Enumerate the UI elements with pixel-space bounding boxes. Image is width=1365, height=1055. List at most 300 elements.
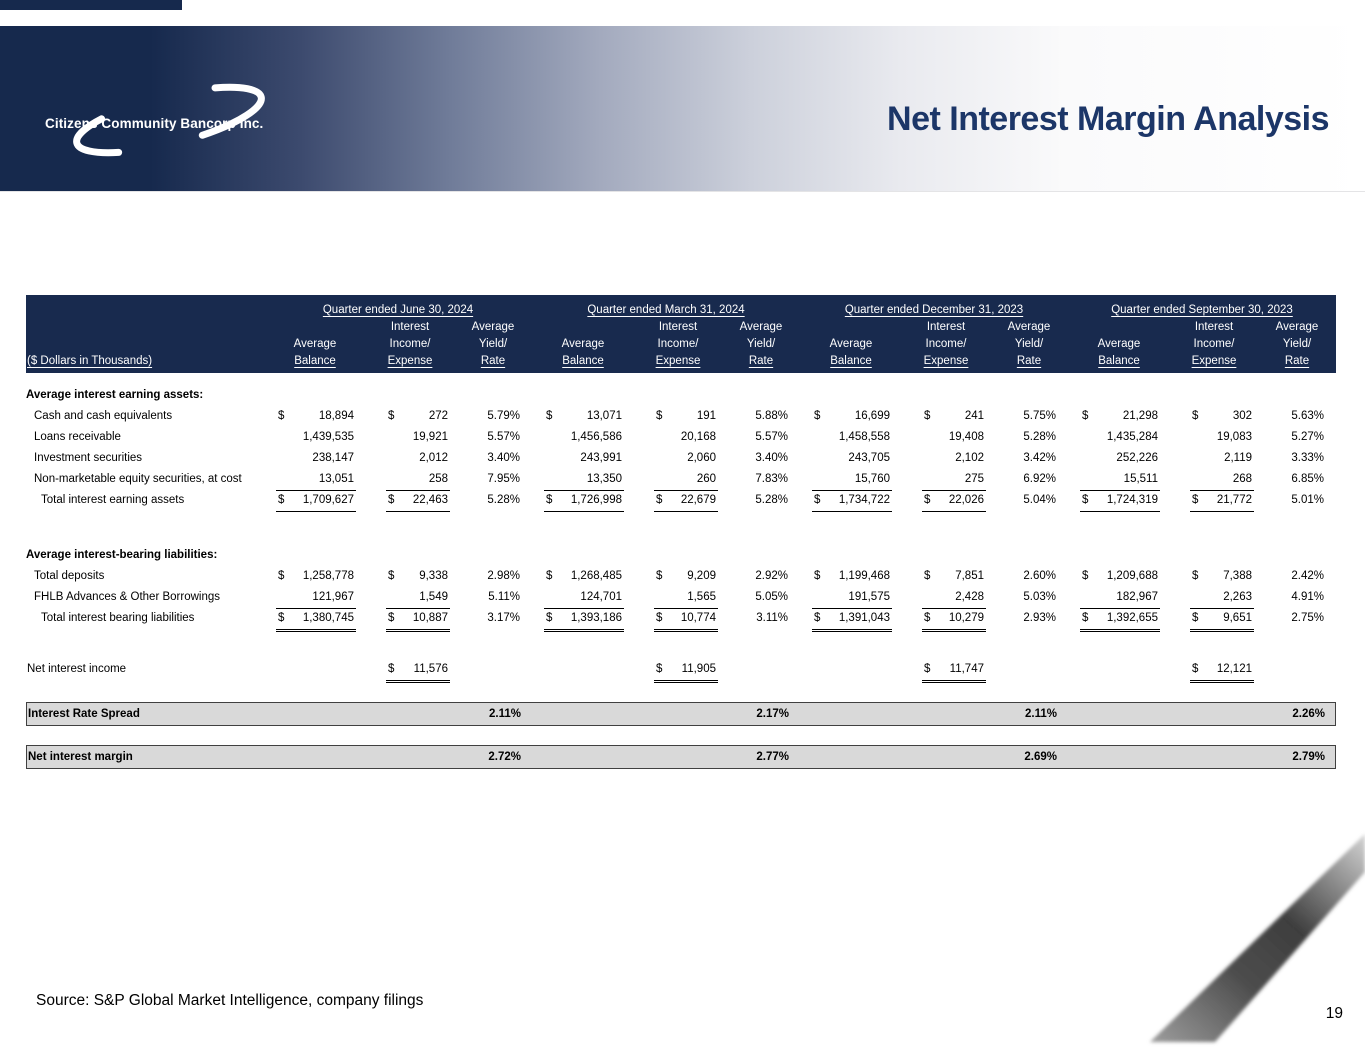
rate-cell <box>1258 406 1336 427</box>
dollar-sign: $ <box>924 612 931 624</box>
rate-cell-value <box>1006 566 1058 587</box>
dollar-sign: $ <box>814 494 821 506</box>
dollar-sign: $ <box>278 570 285 582</box>
balance-cell <box>532 448 634 469</box>
balance-cell-value <box>544 448 624 469</box>
income-cell-value <box>654 427 718 448</box>
dollar-sign: $ <box>1192 663 1199 675</box>
balance-cell <box>264 469 366 491</box>
rate-cell-value <box>1006 608 1058 629</box>
amount: 258 <box>428 473 448 485</box>
income-cell <box>902 469 990 491</box>
row-label: Net interest income <box>27 663 127 675</box>
amount: 260 <box>696 473 716 485</box>
income-cell <box>1170 608 1258 632</box>
subheader-line: Rate <box>480 355 506 367</box>
band-empty <box>801 703 903 725</box>
amount: 2.11% <box>1025 708 1057 720</box>
subheader-line: Expense <box>923 355 969 367</box>
amount: 7,851 <box>955 570 984 582</box>
logo-swoosh-icon <box>34 54 304 164</box>
dollar-sign: $ <box>278 410 285 422</box>
band-empty <box>265 703 367 725</box>
amount: 2.93% <box>1023 612 1056 624</box>
amount: 2.77% <box>756 751 789 763</box>
income-cell <box>634 448 722 469</box>
rate-cell <box>990 406 1068 427</box>
rate-cell <box>1258 469 1336 491</box>
rate-cell-value <box>1274 490 1326 511</box>
income-cell-value <box>922 406 986 427</box>
band-rate-cell <box>455 746 533 768</box>
income-cell-value <box>386 659 450 683</box>
balance-cell <box>532 427 634 448</box>
band-rate-cell-value <box>1007 746 1059 768</box>
dollar-sign: $ <box>814 612 821 624</box>
balance-cell-value <box>276 427 356 448</box>
income-cell <box>366 406 454 427</box>
amount: 2.17% <box>756 708 789 720</box>
rate-cell <box>454 659 532 683</box>
amount: 2.26% <box>1292 708 1325 720</box>
amount: 1,435,284 <box>1106 431 1158 443</box>
quarter-header-spacer <box>26 302 264 319</box>
balance-cell <box>264 490 366 512</box>
amount: 1,726,998 <box>570 494 622 506</box>
income-cell <box>902 659 990 683</box>
rate-cell-value <box>738 448 790 469</box>
band-empty <box>635 703 723 725</box>
amount: 1,439,535 <box>302 431 354 443</box>
rate-cell <box>454 566 532 587</box>
row-label: Total interest earning assets <box>41 494 185 506</box>
subheader-balance <box>532 319 634 370</box>
balance-cell-value <box>276 587 356 609</box>
rate-cell-value <box>738 566 790 587</box>
income-cell-value <box>386 448 450 469</box>
balance-cell <box>264 587 366 609</box>
amount: 18,894 <box>318 410 354 422</box>
balance-cell-value <box>812 566 892 587</box>
rate-cell-value <box>738 427 790 448</box>
income-cell <box>634 587 722 609</box>
amount: 10,774 <box>680 612 716 624</box>
amount: 19,083 <box>1216 431 1252 443</box>
subheader-line: Yield/ <box>746 338 776 350</box>
table-row <box>26 608 1336 629</box>
amount: 3.33% <box>1291 452 1324 464</box>
amount: 302 <box>1232 410 1252 422</box>
subheader-rate <box>722 319 800 370</box>
subheader-income <box>634 319 722 370</box>
dollar-sign: $ <box>656 570 663 582</box>
income-cell-value <box>386 566 450 587</box>
section-header-label: Average interest-bearing liabilities: <box>26 549 218 561</box>
band-rate-cell-value <box>739 703 791 725</box>
amount: 5.57% <box>487 431 520 443</box>
amount: 2,119 <box>1224 452 1252 464</box>
income-cell-value <box>1190 659 1254 683</box>
rate-cell <box>454 587 532 609</box>
rate-cell <box>722 490 800 512</box>
rate-cell <box>454 608 532 632</box>
income-cell <box>366 608 454 632</box>
subheader-line: Balance <box>562 355 604 367</box>
dollar-sign: $ <box>1192 570 1199 582</box>
dollar-sign: $ <box>388 570 395 582</box>
amount: 7.83% <box>755 473 788 485</box>
subheader-line: Interest <box>1194 321 1234 333</box>
band-empty <box>265 746 367 768</box>
balance-cell-value <box>812 469 892 491</box>
amount: 22,026 <box>948 494 984 506</box>
rate-cell <box>722 608 800 632</box>
subheader-line: Yield/ <box>1014 338 1044 350</box>
dollar-sign: $ <box>388 612 395 624</box>
amount: 243,991 <box>580 452 622 464</box>
income-cell-value <box>1190 469 1254 491</box>
row-label: Total deposits <box>34 570 105 582</box>
balance-cell-value <box>812 490 892 512</box>
table-row <box>26 427 1336 448</box>
amount: 1,565 <box>687 591 716 603</box>
dollar-sign: $ <box>546 570 553 582</box>
quarter-header-row <box>26 302 1336 319</box>
subheader-income <box>902 319 990 370</box>
subheader-rate <box>990 319 1068 370</box>
balance-cell <box>800 587 902 609</box>
section-header-label: Average interest earning assets: <box>26 389 204 401</box>
amount: 1,268,485 <box>570 570 622 582</box>
amount: 5.28% <box>487 494 520 506</box>
amount: 15,760 <box>854 473 890 485</box>
income-cell <box>634 608 722 632</box>
balance-cell <box>532 469 634 491</box>
income-cell-value <box>1190 566 1254 587</box>
amount: 5.79% <box>487 410 520 422</box>
dollar-sign: $ <box>656 494 663 506</box>
quarter-header: Quarter ended December 31, 2023 <box>844 304 1024 316</box>
rate-cell-value <box>470 608 522 629</box>
balance-cell <box>264 427 366 448</box>
amount: 2.69% <box>1024 751 1057 763</box>
income-cell <box>1170 566 1258 587</box>
amount: 191,575 <box>848 591 890 603</box>
amount: 3.11% <box>756 612 788 624</box>
dollar-sign: $ <box>814 410 821 422</box>
rate-cell-value <box>1006 587 1058 608</box>
income-cell <box>366 448 454 469</box>
income-cell-value <box>654 448 718 469</box>
subheader-line: Average <box>1097 338 1141 350</box>
band-empty <box>1069 746 1171 768</box>
balance-cell-value <box>544 490 624 512</box>
subheader-line: Average <box>1275 321 1319 333</box>
amount: 124,701 <box>580 591 622 603</box>
amount: 19,408 <box>948 431 984 443</box>
income-cell <box>902 448 990 469</box>
unit-label <box>26 319 264 370</box>
income-cell-value <box>1190 448 1254 469</box>
balance-cell-value <box>812 427 892 448</box>
rate-cell-value <box>1006 469 1058 490</box>
balance-cell-value <box>544 427 624 448</box>
rate-cell <box>1258 566 1336 587</box>
income-cell-value <box>386 406 450 427</box>
balance-cell <box>800 608 902 632</box>
balance-cell <box>532 566 634 587</box>
rate-cell-value <box>1274 608 1326 629</box>
income-cell-value <box>1190 406 1254 427</box>
balance-cell-value <box>544 608 624 632</box>
amount: 2.98% <box>487 570 520 582</box>
rate-cell-value <box>738 608 790 629</box>
balance-cell <box>1068 490 1170 512</box>
balance-cell-value <box>544 469 624 491</box>
rate-cell <box>722 659 800 683</box>
amount: 5.27% <box>1291 431 1324 443</box>
income-cell-value <box>922 587 986 609</box>
amount: 5.88% <box>755 410 788 422</box>
amount: 5.01% <box>1291 494 1324 506</box>
rate-cell-value <box>738 406 790 427</box>
balance-cell <box>800 659 902 683</box>
balance-cell <box>800 406 902 427</box>
income-cell <box>902 490 990 512</box>
amount: 1,734,722 <box>838 494 890 506</box>
band-label: Net interest margin <box>28 751 133 763</box>
dollar-sign: $ <box>546 612 553 624</box>
summary-band-row <box>26 745 1336 769</box>
subheader-line: Income/ <box>389 338 431 350</box>
dollar-sign: $ <box>388 663 395 675</box>
rate-cell <box>990 659 1068 683</box>
slide-title: Net Interest Margin Analysis <box>887 100 1329 138</box>
table-row <box>26 659 1336 680</box>
amount: 3.40% <box>755 452 788 464</box>
income-cell-value <box>922 490 986 512</box>
balance-cell <box>264 659 366 683</box>
amount: 21,772 <box>1216 494 1252 506</box>
rate-cell-value <box>1006 406 1058 427</box>
summary-bands <box>26 702 1336 769</box>
dollar-sign: $ <box>278 612 285 624</box>
amount: 9,651 <box>1223 612 1252 624</box>
band-empty <box>1069 703 1171 725</box>
amount: 22,463 <box>412 494 448 506</box>
subheader-line: Yield/ <box>478 338 508 350</box>
band-rate-cell-value <box>471 746 523 768</box>
section-header-row <box>26 385 1336 406</box>
rate-cell-value <box>1274 566 1326 587</box>
rate-cell-value <box>1274 448 1326 469</box>
dollar-sign: $ <box>656 612 663 624</box>
subheader-line: Yield/ <box>1282 338 1312 350</box>
amount: 15,511 <box>1123 473 1158 485</box>
subheader-line: Expense <box>1191 355 1237 367</box>
balance-cell-value <box>1080 608 1160 632</box>
subheader-balance <box>1068 319 1170 370</box>
amount: 16,699 <box>854 410 890 422</box>
income-cell-value <box>922 659 986 683</box>
subheader-line: Balance <box>830 355 872 367</box>
company-logo <box>34 54 304 164</box>
rate-cell <box>990 587 1068 609</box>
amount: 1,456,586 <box>570 431 622 443</box>
rate-cell <box>454 469 532 491</box>
rate-cell <box>454 427 532 448</box>
rate-cell-value <box>1274 587 1326 608</box>
amount: 10,887 <box>412 612 448 624</box>
dollar-sign: $ <box>1082 494 1089 506</box>
balance-cell <box>264 406 366 427</box>
income-cell-value <box>922 566 986 587</box>
subheader-line: Average <box>471 321 515 333</box>
balance-cell-value <box>276 608 356 632</box>
income-cell <box>634 566 722 587</box>
balance-cell <box>1068 406 1170 427</box>
subheader-line: Rate <box>1284 355 1310 367</box>
income-cell <box>634 427 722 448</box>
subheader-line: Rate <box>748 355 774 367</box>
rate-cell <box>990 566 1068 587</box>
table-row <box>26 406 1336 427</box>
rate-cell <box>454 406 532 427</box>
amount: 2.72% <box>488 751 521 763</box>
rate-cell-value <box>738 469 790 490</box>
income-cell <box>1170 659 1258 683</box>
subheader-line: Rate <box>1016 355 1042 367</box>
table-row <box>26 490 1336 511</box>
subheader-line: Income/ <box>657 338 699 350</box>
amount: 5.63% <box>1291 410 1324 422</box>
rate-cell <box>722 566 800 587</box>
subheader-rate <box>1258 319 1336 370</box>
subheader-line: Average <box>561 338 605 350</box>
amount: 2.79% <box>1292 751 1325 763</box>
subheader-line: Balance <box>1098 355 1140 367</box>
band-empty <box>903 746 991 768</box>
amount: 5.75% <box>1023 410 1056 422</box>
income-cell-value <box>654 469 718 491</box>
dollar-sign: $ <box>1082 410 1089 422</box>
balance-cell-value <box>276 490 356 512</box>
income-cell <box>634 406 722 427</box>
band-rate-cell <box>1259 703 1337 725</box>
column-header-row <box>26 319 1336 370</box>
balance-cell-value <box>1080 587 1160 609</box>
amount: 1,380,745 <box>302 612 354 624</box>
amount: 5.57% <box>755 431 788 443</box>
amount: 11,747 <box>949 663 984 675</box>
amount: 9,209 <box>687 570 716 582</box>
row-label: FHLB Advances & Other Borrowings <box>34 591 220 603</box>
rate-cell <box>454 448 532 469</box>
balance-cell-value <box>1080 427 1160 448</box>
amount: 243,705 <box>848 452 890 464</box>
rate-cell <box>1258 608 1336 632</box>
dollar-sign: $ <box>278 494 285 506</box>
income-cell-value <box>922 608 986 632</box>
subheader-line: Average <box>293 338 337 350</box>
amount: 22,679 <box>680 494 716 506</box>
subheader-line: Income/ <box>925 338 967 350</box>
band-empty <box>367 746 455 768</box>
amount: 13,051 <box>318 473 354 485</box>
amount: 7,388 <box>1223 570 1252 582</box>
rate-cell <box>990 469 1068 491</box>
income-cell-value <box>922 448 986 469</box>
income-cell-value <box>386 469 450 491</box>
band-rate-cell-value <box>1007 703 1059 725</box>
band-empty <box>1171 703 1259 725</box>
amount: 1,549 <box>419 591 448 603</box>
income-cell-value <box>922 427 986 448</box>
dollar-sign: $ <box>388 494 395 506</box>
rate-cell-value <box>470 490 522 511</box>
rate-cell <box>990 490 1068 512</box>
amount: 4.91% <box>1291 591 1324 603</box>
balance-cell-value <box>1080 448 1160 469</box>
dollar-sign: $ <box>924 663 931 675</box>
amount: 1,709,627 <box>302 494 354 506</box>
rate-cell-value <box>1006 448 1058 469</box>
band-empty <box>903 703 991 725</box>
balance-cell <box>800 566 902 587</box>
balance-cell-value <box>812 587 892 609</box>
income-cell <box>366 566 454 587</box>
subheader-line: Interest <box>658 321 698 333</box>
summary-band-row <box>26 702 1336 726</box>
balance-cell <box>264 608 366 632</box>
balance-cell <box>264 566 366 587</box>
amount: 182,967 <box>1116 591 1158 603</box>
band-rate-cell <box>991 746 1069 768</box>
balance-cell <box>264 448 366 469</box>
balance-cell <box>1068 608 1170 632</box>
amount: 5.05% <box>755 591 788 603</box>
balance-cell <box>800 469 902 491</box>
balance-cell-value <box>1080 490 1160 512</box>
rate-cell <box>990 448 1068 469</box>
amount: 1,199,468 <box>838 570 890 582</box>
balance-cell-value <box>1080 566 1160 587</box>
income-cell <box>366 587 454 609</box>
rate-cell <box>1258 659 1336 683</box>
balance-cell <box>1068 448 1170 469</box>
dollar-sign: $ <box>388 410 395 422</box>
dollar-sign: $ <box>924 494 931 506</box>
dollar-sign: $ <box>924 570 931 582</box>
dollar-sign: $ <box>924 410 931 422</box>
amount: 20,168 <box>680 431 716 443</box>
subheader-line: Average <box>829 338 873 350</box>
balance-cell <box>532 490 634 512</box>
subheader-rate <box>454 319 532 370</box>
income-cell <box>366 427 454 448</box>
balance-cell <box>532 659 634 683</box>
amount: 1,209,688 <box>1106 570 1158 582</box>
subheader-income <box>366 319 454 370</box>
balance-cell-value <box>544 406 624 427</box>
band-empty <box>801 746 903 768</box>
table-row <box>26 587 1336 608</box>
balance-cell-value <box>276 448 356 469</box>
amount: 2,428 <box>955 591 984 603</box>
balance-cell-value <box>544 566 624 587</box>
balance-cell <box>532 587 634 609</box>
amount: 1,392,655 <box>1106 612 1158 624</box>
